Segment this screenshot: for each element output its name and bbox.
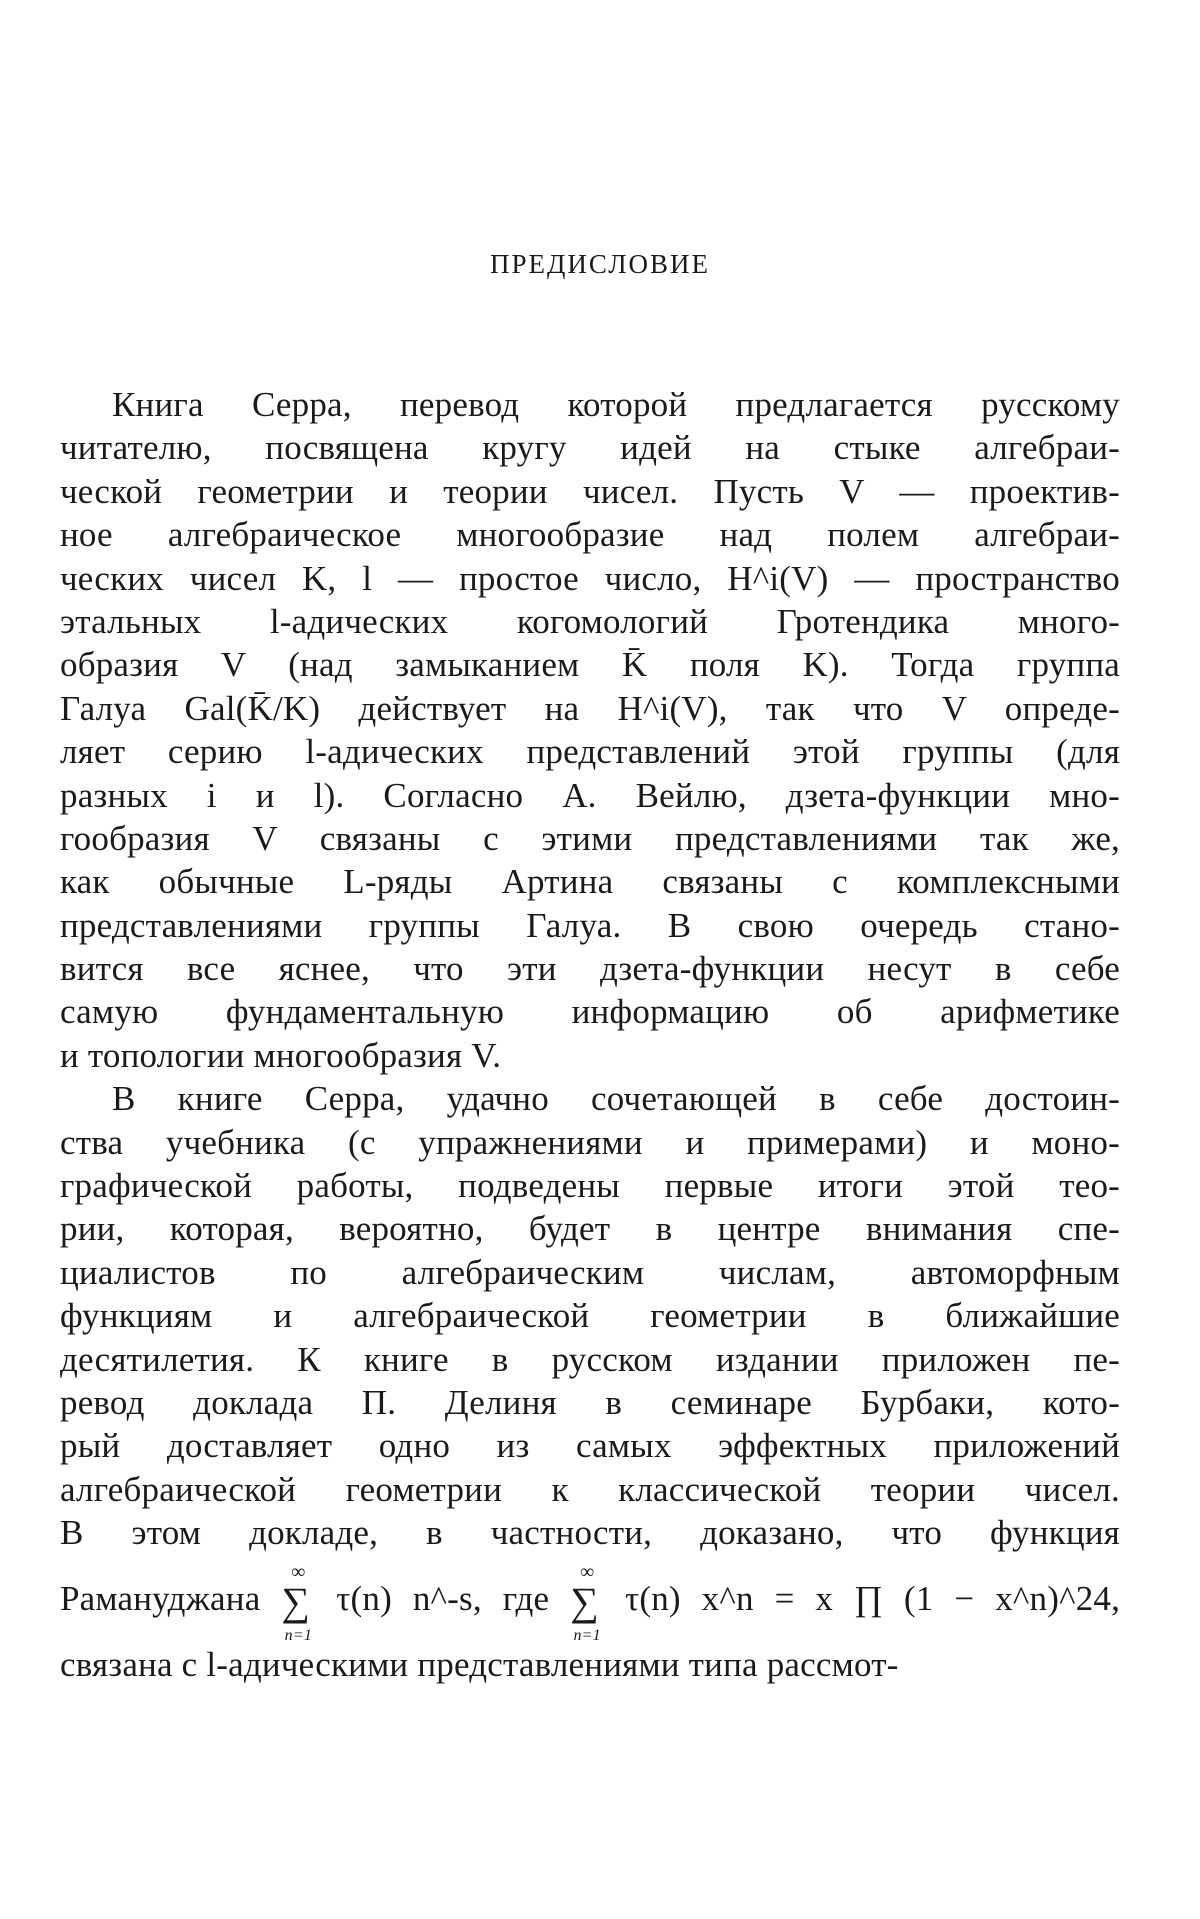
text-line: ляет серию l-адических представлений этой группы (для — [60, 732, 1120, 772]
sum-lower-limit: n=1 — [284, 1626, 313, 1644]
formula-word-ramanujan: Рамануджана — [60, 1578, 261, 1618]
text-line: Галуа Gal(K̄/K) действует на H^i(V), так что V опреде- — [60, 688, 1120, 728]
sum-symbol: ∑ ∞ n=1 — [570, 1560, 601, 1644]
ramanujan-formula-line — [60, 1555, 1120, 1643]
text-line: гообразия V связаны с этими представлениями так же, — [60, 818, 1120, 858]
text-line: рый доставляет одно из самых эффектных приложений — [60, 1426, 1120, 1466]
sum-lower-limit: n=1 — [573, 1626, 601, 1644]
text-line: вится все яснее, что эти дзета-функции несут в себе — [60, 949, 1120, 989]
text-line: разных i и l). Согласно А. Вейлю, дзета-функции мно- — [60, 775, 1120, 815]
text-line: ческих чисел K, l — простое число, H^i(V) — пространство — [60, 558, 1120, 598]
text-line: читателю, посвящена кругу идей на стыке алгебраи- — [60, 428, 1120, 468]
text-line: десятилетия. К книге в русском издании приложен пе- — [60, 1339, 1120, 1379]
text-line: связана с l-адическими представлениями типа рассмот- — [60, 1644, 899, 1684]
text-line: образия V (над замыканием K̄ поля K). Тогда группа — [60, 645, 1120, 685]
text-line: ревод доклада П. Делиня в семинаре Бурбаки, кото- — [60, 1382, 1120, 1422]
text-line: алгебраической геометрии к классической теории чисел. — [60, 1469, 1120, 1509]
text-line: как обычные L-ряды Артина связаны с комплексными — [60, 862, 1120, 902]
text-line: В этом докладе, в частности, доказано, что функция — [60, 1513, 1120, 1553]
text-line: представлениями группы Галуа. В свою очередь стано- — [60, 905, 1120, 945]
text-line: ческой геометрии и теории чисел. Пусть V — проектив- — [60, 471, 1120, 511]
text-line: этальных l-адических когомологий Гротендика много- — [60, 601, 1120, 641]
body-text — [60, 383, 1120, 1686]
sum-symbol: ∑ ∞ n=1 — [281, 1560, 313, 1644]
text-line: рии, которая, вероятно, будет в центре внимания спе- — [60, 1209, 1120, 1249]
text-line: Книга Серра, перевод которой предлагается русскому — [112, 385, 1120, 424]
text-line: графической работы, подведены первые итоги этой тео- — [60, 1166, 1120, 1206]
formula-term-dirichlet: τ(n) n^-s, — [336, 1578, 482, 1618]
formula-term-product: τ(n) x^n = x ∏ (1 − x^n)^24, — [625, 1578, 1121, 1618]
text-line: В книге Серра, удачно сочетающей в себе достоин- — [112, 1079, 1120, 1119]
text-line: циалистов по алгебраическим числам, автоморфным — [60, 1252, 1120, 1292]
text-line: ства учебника (с упражнениями и примерами) и моно- — [60, 1122, 1120, 1162]
page-heading: ПРЕДИСЛОВИЕ — [489, 249, 711, 279]
text-line: самую фундаментальную информацию об арифметике — [60, 992, 1120, 1032]
text-line: ное алгебраическое многообразие над полем алгебраи- — [60, 515, 1120, 555]
text-line: и топологии многообразия V. — [60, 1035, 502, 1075]
formula-word-where: где — [502, 1578, 550, 1618]
text-line: функциям и алгебраической геометрии в ближайшие — [60, 1296, 1120, 1336]
sum-upper-limit: ∞ — [291, 1560, 306, 1583]
sum-upper-limit: ∞ — [579, 1560, 595, 1583]
